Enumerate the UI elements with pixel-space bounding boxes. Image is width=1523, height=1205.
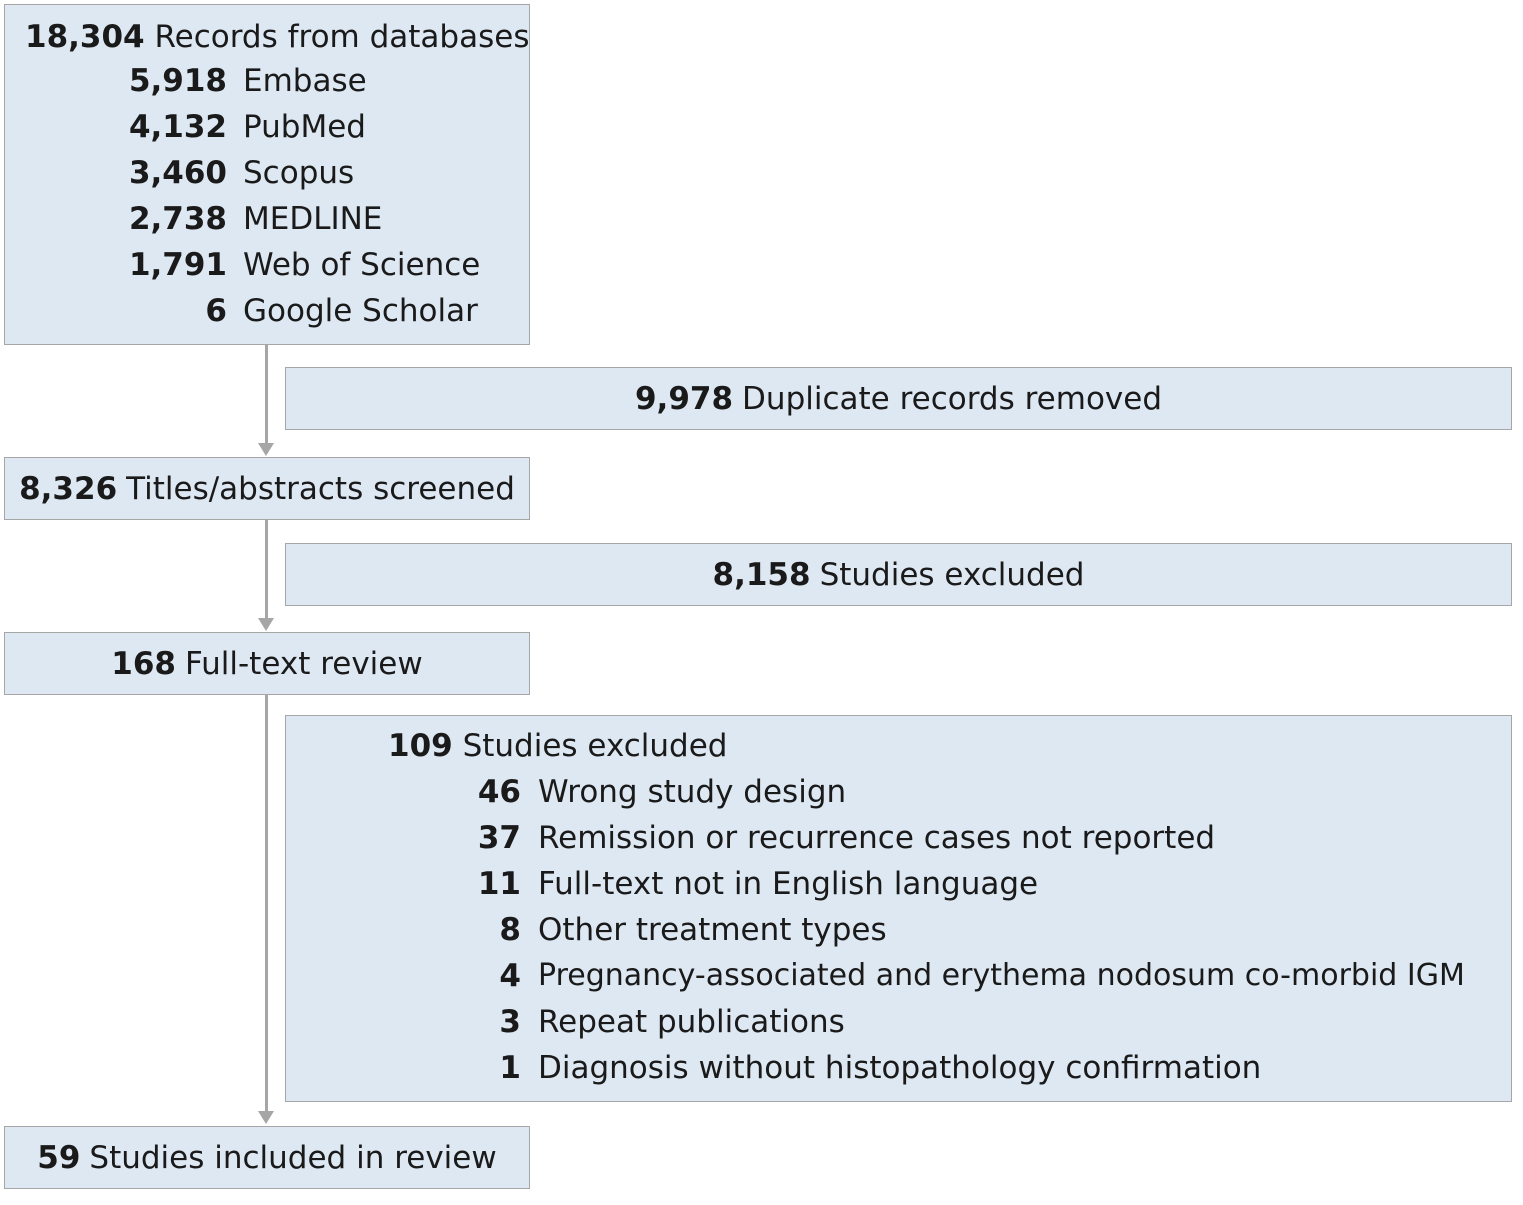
reason-count: 1	[499, 1050, 521, 1086]
connector-records-to-screened	[265, 345, 268, 445]
reason-row	[286, 774, 1511, 814]
arrowhead-fulltext	[258, 618, 274, 631]
records-label: Records from databases	[154, 19, 530, 55]
source-row	[5, 63, 529, 103]
excluded-fulltext-count: 109	[388, 728, 453, 764]
included-count: 59	[37, 1139, 81, 1176]
reason-row	[286, 958, 1511, 998]
records-header	[25, 19, 529, 55]
reason-label: Diagnosis without histopathology confirmation	[538, 1050, 1262, 1086]
connector-fulltext-to-included	[265, 695, 268, 1113]
source-label: Google Scholar	[243, 293, 478, 329]
included-box	[4, 1126, 530, 1189]
fulltext-count: 168	[111, 645, 176, 682]
reason-count: 37	[477, 820, 521, 856]
reason-count: 4	[499, 958, 521, 994]
excluded-fulltext-box	[285, 715, 1512, 1102]
reason-row	[286, 912, 1511, 952]
included-label: Studies included in review	[89, 1139, 497, 1176]
source-row	[5, 155, 529, 195]
screened-label: Titles/abstracts screened	[126, 470, 515, 507]
reason-label: Repeat publications	[538, 1004, 845, 1040]
reason-count: 46	[477, 774, 521, 810]
screened-box	[4, 457, 530, 520]
reason-label: Other treatment types	[538, 912, 887, 948]
duplicates-label: Duplicate records removed	[742, 380, 1163, 417]
screened-count: 8,326	[19, 470, 118, 507]
excluded-fulltext-header	[388, 728, 728, 764]
source-count: 4,132	[128, 109, 227, 145]
reason-label: Full-text not in English language	[538, 866, 1039, 902]
reason-count: 3	[499, 1004, 521, 1040]
connector-screened-to-fulltext	[265, 520, 268, 620]
source-count: 1,791	[128, 247, 227, 283]
source-label: Embase	[243, 63, 367, 99]
reason-row	[286, 1004, 1511, 1044]
reason-count: 8	[499, 912, 521, 948]
source-row	[5, 201, 529, 241]
source-count: 2,738	[128, 201, 227, 237]
source-count: 5,918	[128, 63, 227, 99]
excluded-screening-count: 8,158	[712, 556, 811, 593]
source-label: Web of Science	[243, 247, 481, 283]
reason-row	[286, 1050, 1511, 1090]
source-row	[5, 109, 529, 149]
records-count: 18,304	[25, 19, 145, 55]
source-count: 3,460	[128, 155, 227, 191]
reason-row	[286, 820, 1511, 860]
excluded-screening-box	[285, 543, 1512, 606]
source-label: MEDLINE	[243, 201, 383, 237]
duplicates-count: 9,978	[634, 380, 734, 417]
arrowhead-screened	[258, 443, 274, 456]
reason-label: Remission or recurrence cases not reported	[538, 820, 1216, 856]
arrowhead-included	[258, 1111, 274, 1124]
fulltext-box	[4, 632, 530, 695]
excluded-fulltext-label: Studies excluded	[462, 728, 728, 764]
source-row	[5, 293, 529, 333]
reason-label: Pregnancy-associated and erythema nodosum co-morbid IGM	[538, 958, 1465, 993]
source-label: PubMed	[243, 109, 366, 145]
source-row	[5, 247, 529, 287]
source-count: 6	[205, 293, 227, 329]
source-label: Scopus	[243, 155, 355, 191]
reason-row	[286, 866, 1511, 906]
records-box	[4, 4, 530, 345]
duplicates-box	[285, 367, 1512, 430]
reason-label: Wrong study design	[538, 774, 847, 810]
reason-count: 11	[477, 866, 521, 902]
excluded-screening-label: Studies excluded	[819, 556, 1085, 593]
fulltext-label: Full-text review	[184, 645, 423, 682]
